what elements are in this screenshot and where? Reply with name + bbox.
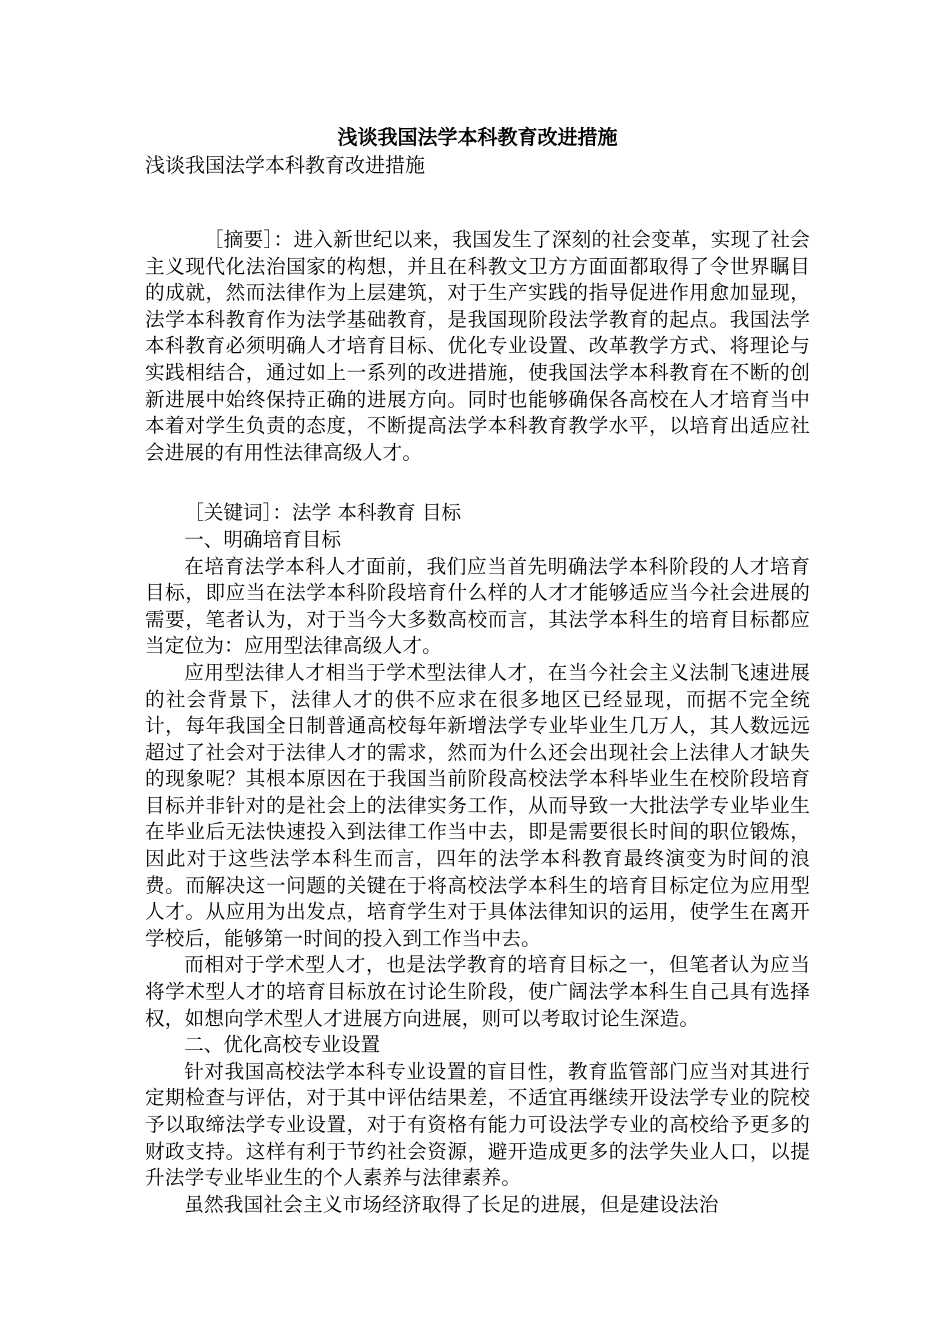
section-1-paragraph-3: 而相对于学术型人才，也是法学教育的培育目标之一，但笔者认为应当将学术型人才的培育目标放在讨论生阶段，使广阔法学本科生自己具有选择权，如想向学术型人才进展方向进展，则可以考取讨论生深造。: [145, 953, 810, 1030]
section-1-paragraph-1: 在培育法学本科人才面前，我们应当首先明确法学本科阶段的人才培育目标，即应当在法学本科阶段培育什么样的人才才能够适应当今社会进展的需要，笔者认为，对于当今大多数高校而言，其法学本科生的培育目标都应当定位为：应用型法律高级人才。: [145, 554, 810, 658]
section-2-paragraph-1: 针对我国高校法学本科专业设置的盲目性，教育监管部门应当对其进行定期检查与评估，对于其中评估结果差，不适宜再继续开设法学专业的院校予以取缔法学专业设置，对于有资格有能力可设法学专业的高校给予更多的财政支持。这样有利于节约社会资源，避开造成更多的法学失业人口，以提升法学专业毕业生的个人素养与法律素养。: [145, 1059, 810, 1190]
abstract-paragraph: ［摘要］：进入新世纪以来，我国发生了深刻的社会变革，实现了社会主义现代化法治国家的构想，并且在科教文卫方方面面都取得了令世界瞩目的成就，然而法律作为上层建筑，对于生产实践的指导促进作用愈加显现，法学本科教育作为法学基础教育，是我国现阶段法学教育的起点。我国法学本科教育必须明确人才培育目标、优化专业设置、改革教学方式、将理论与实践相结合，通过如上一系列的改进措施，使我国法学本科教育在不断的创新进展中始终保持正确的进展方向。同时也能够确保各高校在人才培育当中本着对学生负责的态度，不断提高法学本科教育教学水平，以培育出适应社会进展的有用性法律高级人才。: [145, 228, 810, 464]
section-2-paragraph-2: 虽然我国社会主义市场经济取得了长足的进展，但是建设法治: [184, 1192, 719, 1216]
keywords-line: ［关键词］：法学 本科教育 目标: [184, 501, 462, 525]
spacer: [145, 466, 810, 500]
section-2-heading: 二、优化高校专业设置: [184, 1033, 381, 1057]
section-1-paragraph-2: 应用型法律人才相当于学术型法律人才，在当今社会主义法制飞速进展的社会背景下，法律人才的供不应求在很多地区已经显现，而据不完全统计，每年我国全日制普通高校每年新增法学专业毕业生几万人，其人数远远超过了社会对于法律人才的需求，然而为什么还会出现社会上法律人才缺失的现象呢？其根本原因在于我国当前阶段高校法学本科毕业生在校阶段培育目标并非针对的是社会上的法律实务工作，从而导致一大批法学专业毕业生在毕业后无法快速投入到法律工作当中去，即是需要很长时间的职位锻炼，因此对于这些法学本科生而言，四年的法学本科教育最终演变为时间的浪费。而解决这一问题的关键在于将高校法学本科生的培育目标定位为应用型人才。从应用为出发点，培育学生对于具体法律知识的运用，使学生在离开学校后，能够第一时间的投入到工作当中去。: [145, 660, 810, 950]
section-1-heading: 一、明确培育目标: [184, 527, 341, 551]
document-title: 浅谈我国法学本科教育改进措施: [337, 125, 618, 149]
document-subtitle: 浅谈我国法学本科教育改进措施: [145, 153, 425, 177]
spacer: [145, 179, 810, 227]
document-body: [145, 122, 810, 1218]
